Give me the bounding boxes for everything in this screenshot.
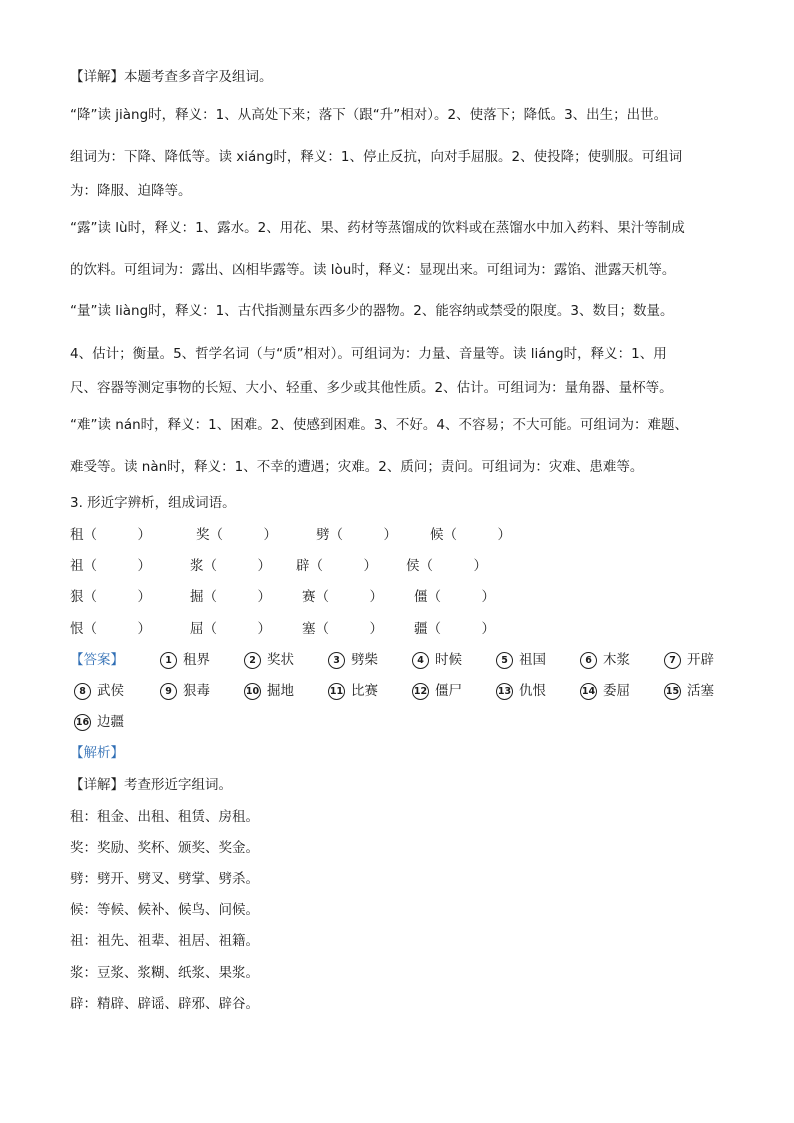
answer-item <box>412 651 462 669</box>
question-cell: 租（ ） <box>70 527 151 543</box>
answer-text: 比赛 <box>351 683 378 699</box>
answer-item <box>496 682 546 700</box>
answer-item <box>664 651 714 669</box>
question-cell: 僵（ ） <box>414 589 495 605</box>
analysis-heading-text: 考查形近字组词。 <box>124 777 232 793</box>
explanation-heading-text: 本题考查多音字及组词。 <box>124 69 273 85</box>
answer-item <box>328 651 378 669</box>
answer-text: 武侯 <box>97 683 124 699</box>
question-cell: 候（ ） <box>430 527 511 543</box>
answer-text: 委屈 <box>603 683 630 699</box>
analysis-line: 浆：豆浆、浆糊、纸浆、果浆。 <box>70 965 259 981</box>
circled-number: 4 <box>412 652 429 669</box>
answer-text: 时候 <box>435 652 462 668</box>
answer-item <box>412 682 462 700</box>
answer-text: 奖状 <box>267 652 294 668</box>
question-title: 3. 形近字辨析，组成词语。 <box>70 495 236 511</box>
answer-text: 租界 <box>183 652 210 668</box>
answer-item <box>664 682 714 700</box>
question-cell: 恨（ ） <box>70 621 151 637</box>
circled-number: 1 <box>160 652 177 669</box>
analysis-heading <box>70 776 232 794</box>
explanation-line: 的饮料。可组词为：露出、凶相毕露等。读 lòu时，释义：显现出来。可组词为：露馅、泄露天机等。 <box>70 262 676 278</box>
analysis-tag: 【解析】 <box>70 745 124 761</box>
explanation-line: 难受等。读 nàn时，释义：1、不幸的遭遇；灾难。2、质问；责问。可组词为：灾难、患难等。 <box>70 459 644 475</box>
answer-item <box>580 651 630 669</box>
circled-number: 3 <box>328 652 345 669</box>
answer-item <box>328 682 378 700</box>
analysis-line: 候：等候、候补、候鸟、问候。 <box>70 902 259 918</box>
question-cell: 辟（ ） <box>296 558 377 574</box>
analysis-line: 奖：奖励、奖杯、颁奖、奖金。 <box>70 840 259 856</box>
explanation-line: “露”读 lù时，释义：1、露水。2、用花、果、药材等蒸馏成的饮料或在蒸馏水中加入药料、果汁等制成 <box>70 220 685 236</box>
question-cell: 屈（ ） <box>190 621 271 637</box>
answer-item <box>580 682 630 700</box>
explanation-line: “难”读 nán时，释义：1、困难。2、使感到困难。3、不好。4、不容易；不大可能。可组词为：难题、 <box>70 417 689 433</box>
question-cell: 掘（ ） <box>190 589 271 605</box>
analysis-line: 租：租金、出租、租赁、房租。 <box>70 809 259 825</box>
question-cell: 狠（ ） <box>70 589 151 605</box>
answer-item <box>74 682 124 700</box>
question-cell: 劈（ ） <box>316 527 397 543</box>
answer-text: 活塞 <box>687 683 714 699</box>
answer-item <box>496 651 546 669</box>
question-cell: 塞（ ） <box>302 621 383 637</box>
answer-text: 边疆 <box>97 714 124 730</box>
answer-item <box>160 682 210 700</box>
circled-number: 15 <box>664 683 681 700</box>
circled-number: 13 <box>496 683 513 700</box>
question-cell: 侯（ ） <box>406 558 487 574</box>
answer-tag: 【答案】 <box>70 652 124 668</box>
answer-text: 狠毒 <box>183 683 210 699</box>
answer-text: 僵尸 <box>435 683 462 699</box>
explanation-heading <box>70 68 273 86</box>
answer-text: 祖国 <box>519 652 546 668</box>
explanation-line: 尺、容器等测定事物的长短、大小、轻重、多少或其他性质。2、估计。可组词为：量角器、量杯等。 <box>70 380 673 396</box>
question-cell: 浆（ ） <box>190 558 271 574</box>
answer-text: 掘地 <box>267 683 294 699</box>
analysis-line: 辟：精辟、辟谣、辟邪、辟谷。 <box>70 996 259 1012</box>
question-cell: 祖（ ） <box>70 558 151 574</box>
analysis-line: 祖：祖先、祖辈、祖居、祖籍。 <box>70 933 259 949</box>
circled-number: 11 <box>328 683 345 700</box>
circled-number: 2 <box>244 652 261 669</box>
answer-text: 劈柴 <box>351 652 378 668</box>
question-cell: 疆（ ） <box>414 621 495 637</box>
detail-tag: 【详解】 <box>70 777 124 793</box>
answer-item <box>160 651 210 669</box>
circled-number: 12 <box>412 683 429 700</box>
answer-item <box>244 682 294 700</box>
question-cell: 奖（ ） <box>196 527 277 543</box>
question-cell: 赛（ ） <box>302 589 383 605</box>
analysis-line: 劈：劈开、劈叉、劈掌、劈杀。 <box>70 871 259 887</box>
answer-item <box>74 713 124 731</box>
circled-number: 9 <box>160 683 177 700</box>
circled-number: 6 <box>580 652 597 669</box>
answer-text: 开辟 <box>687 652 714 668</box>
circled-number: 10 <box>244 683 261 700</box>
explanation-line: 4、估计；衡量。5、哲学名词（与“质”相对）。可组词为：力量、音量等。读 liáng时，释义：1、用 <box>70 346 667 362</box>
explanation-line: 为：降服、迫降等。 <box>70 183 192 199</box>
circled-number: 5 <box>496 652 513 669</box>
circled-number: 14 <box>580 683 597 700</box>
explanation-line: “量”读 liàng时，释义：1、古代指测量东西多少的器物。2、能容纳或禁受的限度。3、数目；数量。 <box>70 303 674 319</box>
circled-number: 8 <box>74 683 91 700</box>
explanation-line: 组词为：下降、降低等。读 xiáng时，释义：1、停止反抗，向对手屈服。2、使投降；使驯服。可组词 <box>70 149 683 165</box>
answer-item <box>244 651 294 669</box>
circled-number: 7 <box>664 652 681 669</box>
answer-text: 仇恨 <box>519 683 546 699</box>
answer-text: 木浆 <box>603 652 630 668</box>
explanation-line: “降”读 jiàng时，释义：1、从高处下来；落下（跟“升”相对）。2、使落下；降低。3、出生；出世。 <box>70 107 668 123</box>
detail-tag: 【详解】 <box>70 69 124 85</box>
circled-number: 16 <box>74 714 91 731</box>
